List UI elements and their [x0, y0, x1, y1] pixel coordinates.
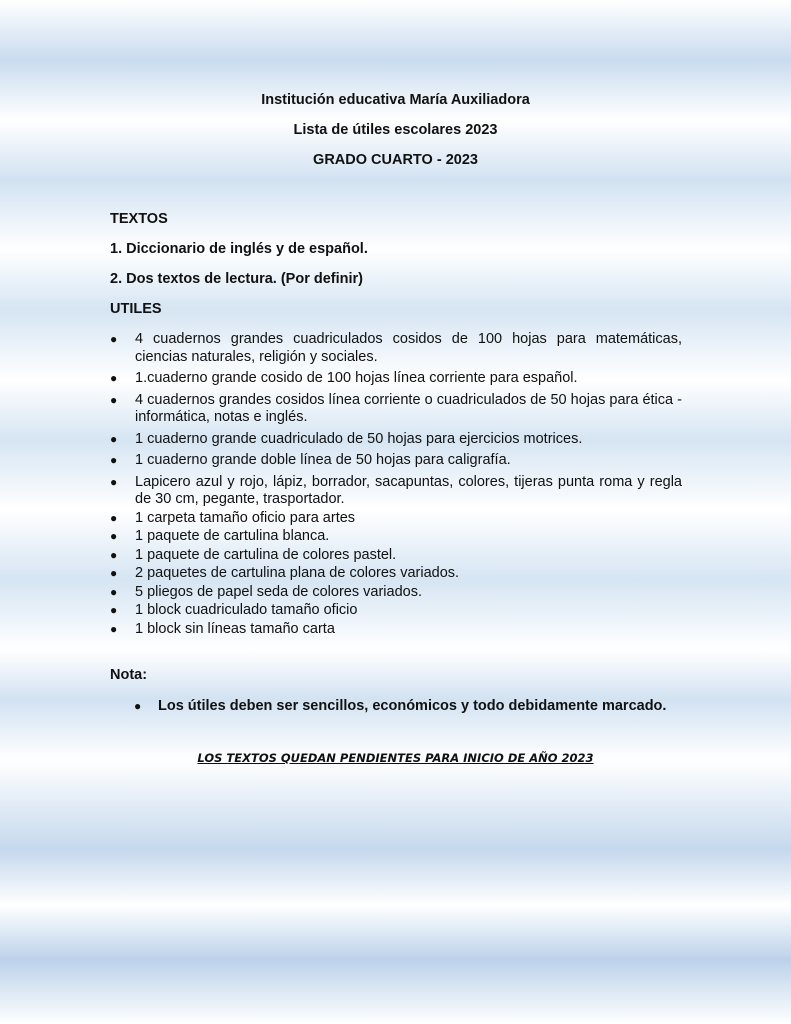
list-item-text: 1 paquete de cartulina blanca. [135, 528, 330, 544]
list-item [110, 621, 682, 639]
list-item [110, 510, 682, 528]
nota-heading: Nota: [110, 667, 148, 683]
list-item [110, 547, 682, 565]
bullet-icon: ● [110, 392, 118, 407]
list-item-text: 1.cuaderno grande cosido de 100 hojas línea corriente para español. [135, 370, 578, 386]
list-item [110, 474, 682, 509]
bullet-icon: ● [110, 584, 118, 599]
utiles-heading: UTILES [110, 301, 162, 317]
bullet-icon: ● [110, 547, 118, 562]
bullet-icon: ● [110, 510, 118, 525]
list-item-text: 1 cuaderno grande cuadriculado de 50 hojas para ejercicios motrices. [135, 430, 583, 447]
list-title: Lista de útiles escolares 2023 [293, 122, 498, 138]
nota-item-text: Los útiles deben ser sencillos, económicos y todo debidamente marcado. [158, 698, 667, 714]
list-item-text: Lapicero azul y rojo, lápiz, borrador, sacapuntas, colores, tijeras punta roma y regla de 30 cm, pegante, trasportador. [135, 473, 682, 507]
texto-item-2: 2. Dos textos de lectura. (Por definir) [110, 271, 363, 287]
list-item-text: 1 cuaderno grande doble línea de 50 hojas para caligrafía. [135, 452, 511, 468]
institution-title: Institución educativa María Auxiliadora [261, 92, 530, 108]
bullet-icon: ● [134, 699, 142, 713]
list-item-text: 1 paquete de cartulina de colores pastel. [135, 546, 397, 563]
texto-item-1: 1. Diccionario de inglés y de español. [110, 241, 368, 257]
list-item-text: 2 paquetes de cartulina plana de colores variados. [135, 565, 460, 581]
list-item [110, 452, 682, 470]
textos-heading: TEXTOS [110, 211, 168, 227]
grade-title: GRADO CUARTO - 2023 [313, 152, 478, 168]
list-item-text: 1 carpeta tamaño oficio para artes [135, 509, 356, 526]
list-item [110, 392, 682, 427]
bullet-icon: ● [110, 332, 118, 346]
list-item [110, 584, 682, 602]
list-item-text: 1 block sin líneas tamaño carta [135, 620, 335, 637]
bullet-icon: ● [110, 453, 118, 467]
bullet-icon: ● [110, 566, 118, 580]
list-item [110, 565, 682, 583]
list-item [110, 602, 682, 620]
list-item [110, 370, 682, 388]
bullet-icon: ● [110, 371, 118, 385]
list-item-text: 4 cuadernos grandes cosidos línea corriente o cuadriculados de 50 hojas para ética - informática, notas e inglés. [135, 391, 682, 425]
footer-note: LOS TEXTOS QUEDAN PENDIENTES PARA INICIO DE AÑO 2023 [197, 751, 594, 765]
list-item-text: 5 pliegos de papel seda de colores variados. [135, 583, 422, 600]
bullet-icon: ● [110, 474, 118, 489]
bullet-icon: ● [110, 529, 118, 543]
list-item [110, 528, 682, 546]
list-item [110, 331, 682, 366]
bullet-icon: ● [110, 431, 118, 446]
list-item [110, 431, 682, 449]
list-item-text: 4 cuadernos grandes cuadriculados cosidos de 100 hojas para matemáticas, ciencias naturales, religión y sociales. [135, 331, 682, 365]
list-item-text: 1 block cuadriculado tamaño oficio [135, 602, 358, 618]
bullet-icon: ● [110, 603, 118, 617]
utiles-list [110, 331, 682, 639]
nota-item [134, 696, 682, 716]
bullet-icon: ● [110, 621, 118, 636]
